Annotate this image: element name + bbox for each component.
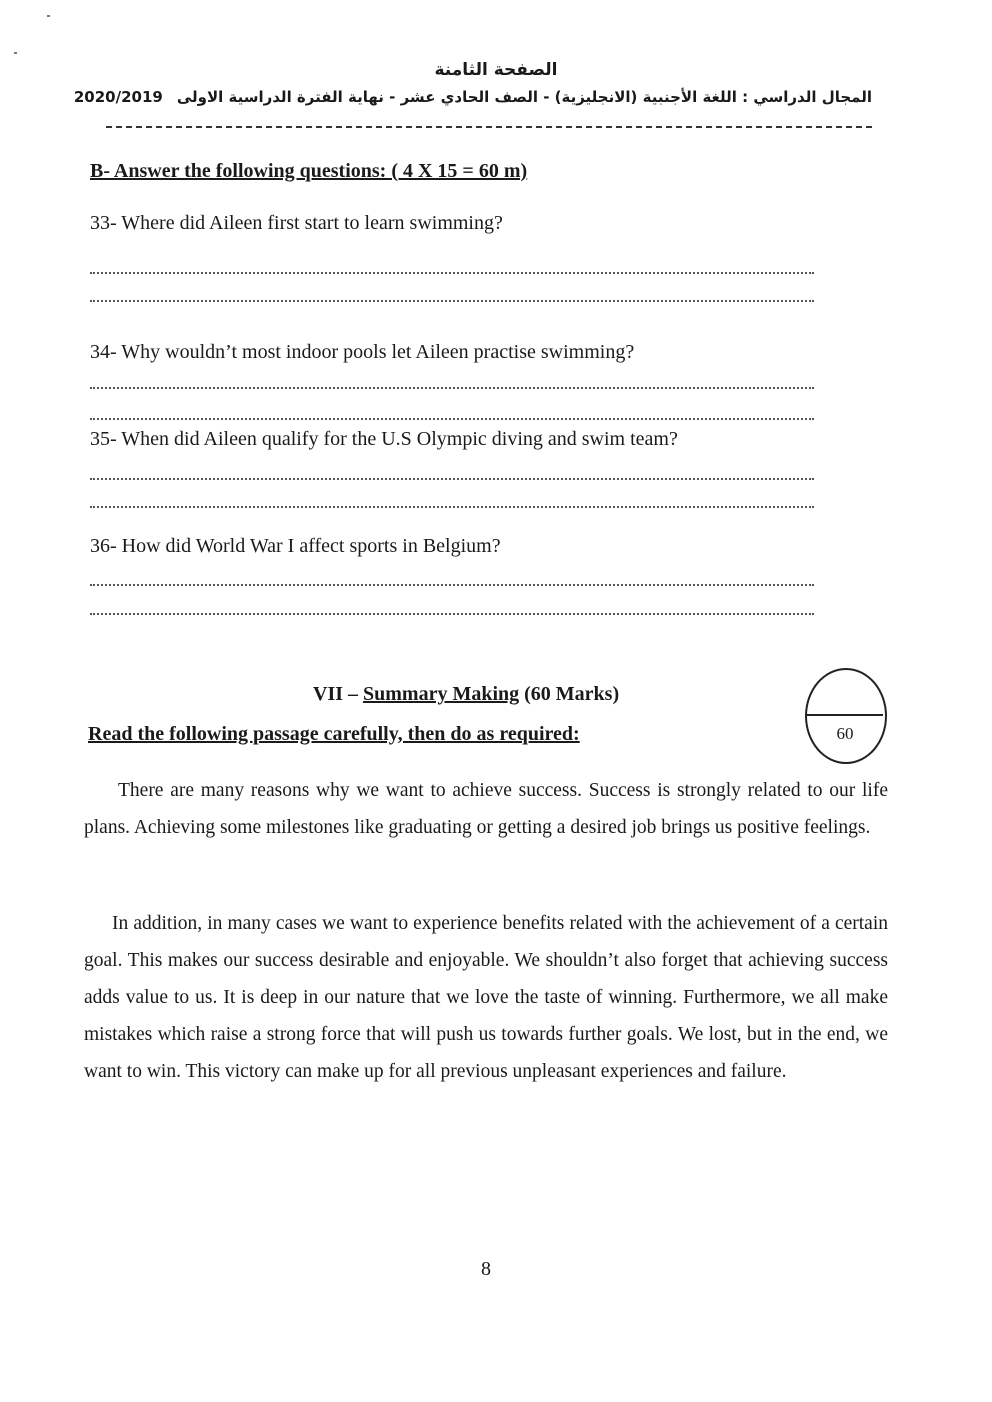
score-divider <box>807 714 883 716</box>
answer-line[interactable] <box>90 300 814 302</box>
answer-line[interactable] <box>90 387 814 389</box>
summary-title: Summary Making <box>363 683 520 705</box>
page-number: 8 <box>481 1258 491 1280</box>
answer-line[interactable] <box>90 506 814 508</box>
score-circle <box>805 668 887 764</box>
answer-line[interactable] <box>90 613 814 615</box>
score-value: 60 <box>836 724 854 743</box>
passage-paragraph-2: In addition, in many cases we want to experience benefits related with the achievement of a certain goal. This makes our success desirable and enjoyable. We shouldn’t also forget that achieving success adds value to us. It is deep in our nature that we love the taste of winning. Furthermore, we all make mistakes which raise a strong force that will push us towards further goals. We lost, but in the end, we want to win. This victory can make up for all previous unpleasant experiences and failure. <box>84 913 888 1082</box>
summary-instruction: Read the following passage carefully, then do as required: <box>88 723 580 745</box>
question-34: 34- Why wouldn’t most indoor pools let Aileen practise swimming? <box>90 341 635 363</box>
summary-marks: (60 Marks) <box>524 683 620 705</box>
arabic-subject-text: المجال الدراسي : اللغة الأجنبية (الانجليزية) - الصف الحادي عشر - نهاية الفترة الدراسية الاولى <box>176 88 872 106</box>
header-divider <box>106 126 872 128</box>
answer-line[interactable] <box>90 272 814 274</box>
answer-line[interactable] <box>90 584 814 586</box>
section-numeral: VII – <box>313 683 359 705</box>
question-35: 35- When did Aileen qualify for the U.S Olympic diving and swim team? <box>90 428 678 450</box>
question-36: 36- How did World War I affect sports in Belgium? <box>90 535 501 557</box>
answer-line[interactable] <box>90 478 814 480</box>
section-b-heading: B- Answer the following questions: ( 4 X 15 = 60 m) <box>90 160 528 182</box>
arabic-page-title: الصفحة الثامنة <box>434 60 558 80</box>
question-33: 33- Where did Aileen first start to learn swimming? <box>90 212 503 234</box>
passage-paragraph-1: There are many reasons why we want to achieve success. Success is strongly related to our life plans. Achieving some milestones like graduating or getting a desired job brings us positive feelings. <box>84 780 888 838</box>
scan-speck <box>14 52 17 54</box>
arabic-subject-line <box>74 88 872 106</box>
school-year: 2020/2019 <box>73 88 163 106</box>
answer-line[interactable] <box>90 418 814 420</box>
scan-speck <box>47 15 50 17</box>
summary-section-heading <box>313 683 619 706</box>
